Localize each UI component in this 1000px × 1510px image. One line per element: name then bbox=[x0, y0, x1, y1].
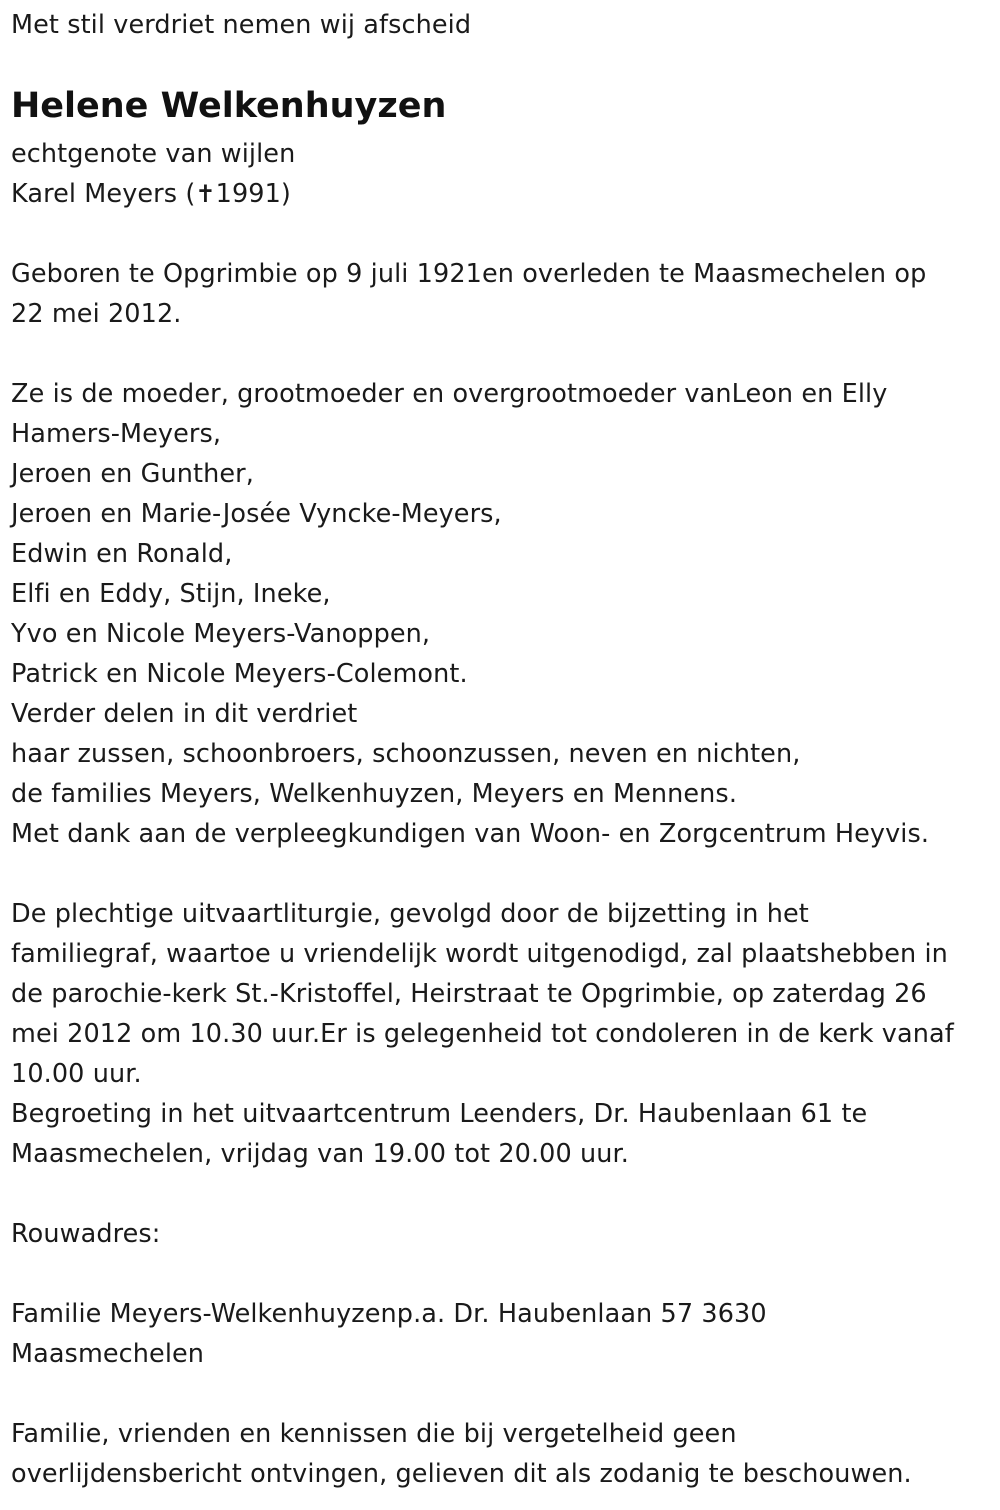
family-line: Verder delen in dit verdriet bbox=[11, 699, 358, 729]
address-block bbox=[11, 1294, 767, 1374]
family-line: Hamers-Meyers, bbox=[11, 419, 222, 449]
family-line: Jeroen en Marie-Josée Vyncke-Meyers, bbox=[11, 499, 502, 529]
address-line: Maasmechelen bbox=[11, 1339, 205, 1369]
cross-icon: ✝ bbox=[195, 180, 216, 208]
spouse-block bbox=[11, 134, 295, 214]
family-line: Patrick en Nicole Meyers-Colemont. bbox=[11, 659, 468, 689]
family-line: Edwin en Ronald, bbox=[11, 539, 233, 569]
ceremony-line: Maasmechelen, vrijdag van 19.00 tot 20.00 uur. bbox=[11, 1139, 630, 1169]
address-line: Familie Meyers-Welkenhuyzenp.a. Dr. Haubenlaan 57 3630 bbox=[11, 1299, 767, 1329]
closing-note-line: Familie, vrienden en kennissen die bij vergetelheid geen bbox=[11, 1419, 737, 1449]
intro-text: Met stil verdriet nemen wij afscheid bbox=[11, 10, 472, 40]
spouse-name: Karel Meyers ( bbox=[11, 179, 196, 209]
deceased-name: Helene Welkenhuyzen bbox=[11, 86, 447, 126]
ceremony-line: mei 2012 om 10.30 uur.Er is gelegenheid tot condoleren in de kerk vanaf bbox=[11, 1019, 954, 1049]
ceremony-line: De plechtige uitvaartliturgie, gevolgd door de bijzetting in het bbox=[11, 899, 809, 929]
birth-death-block bbox=[11, 254, 926, 334]
spouse-line-2 bbox=[11, 174, 295, 214]
ceremony-line: familiegraf, waartoe u vriendelijk wordt uitgenodigd, zal plaatshebben in bbox=[11, 939, 948, 969]
rouwadres-label-block bbox=[11, 1214, 161, 1254]
family-line: de families Meyers, Welkenhuyzen, Meyers en Mennens. bbox=[11, 779, 738, 809]
family-line: haar zussen, schoonbroers, schoonzussen, neven en nichten, bbox=[11, 739, 801, 769]
ceremony-line: 10.00 uur. bbox=[11, 1059, 142, 1089]
family-line: Yvo en Nicole Meyers-Vanoppen, bbox=[11, 619, 431, 649]
birth-death-line: 22 mei 2012. bbox=[11, 299, 182, 329]
rouwadres-label: Rouwadres: bbox=[11, 1219, 161, 1249]
ceremony-block bbox=[11, 894, 954, 1174]
birth-death-line: Geboren te Opgrimbie op 9 juli 1921en overleden te Maasmechelen op bbox=[11, 259, 927, 289]
spouse-line-1: echtgenote van wijlen bbox=[11, 139, 296, 169]
family-block bbox=[11, 374, 929, 854]
family-line: Jeroen en Gunther, bbox=[11, 459, 254, 489]
family-line: Met dank aan de verpleegkundigen van Woon- en Zorgcentrum Heyvis. bbox=[11, 819, 930, 849]
spouse-death-year: 1991) bbox=[215, 179, 291, 209]
ceremony-line: Begroeting in het uitvaartcentrum Leenders, Dr. Haubenlaan 61 te bbox=[11, 1099, 868, 1129]
family-line: Elfi en Eddy, Stijn, Ineke, bbox=[11, 579, 331, 609]
closing-note-block bbox=[11, 1414, 912, 1494]
closing-note-line: overlijdensbericht ontvingen, gelieven dit als zodanig te beschouwen. bbox=[11, 1459, 912, 1489]
family-line: Ze is de moeder, grootmoeder en overgrootmoeder vanLeon en Elly bbox=[11, 379, 888, 409]
ceremony-line: de parochie-kerk St.-Kristoffel, Heirstraat te Opgrimbie, op zaterdag 26 bbox=[11, 979, 927, 1009]
